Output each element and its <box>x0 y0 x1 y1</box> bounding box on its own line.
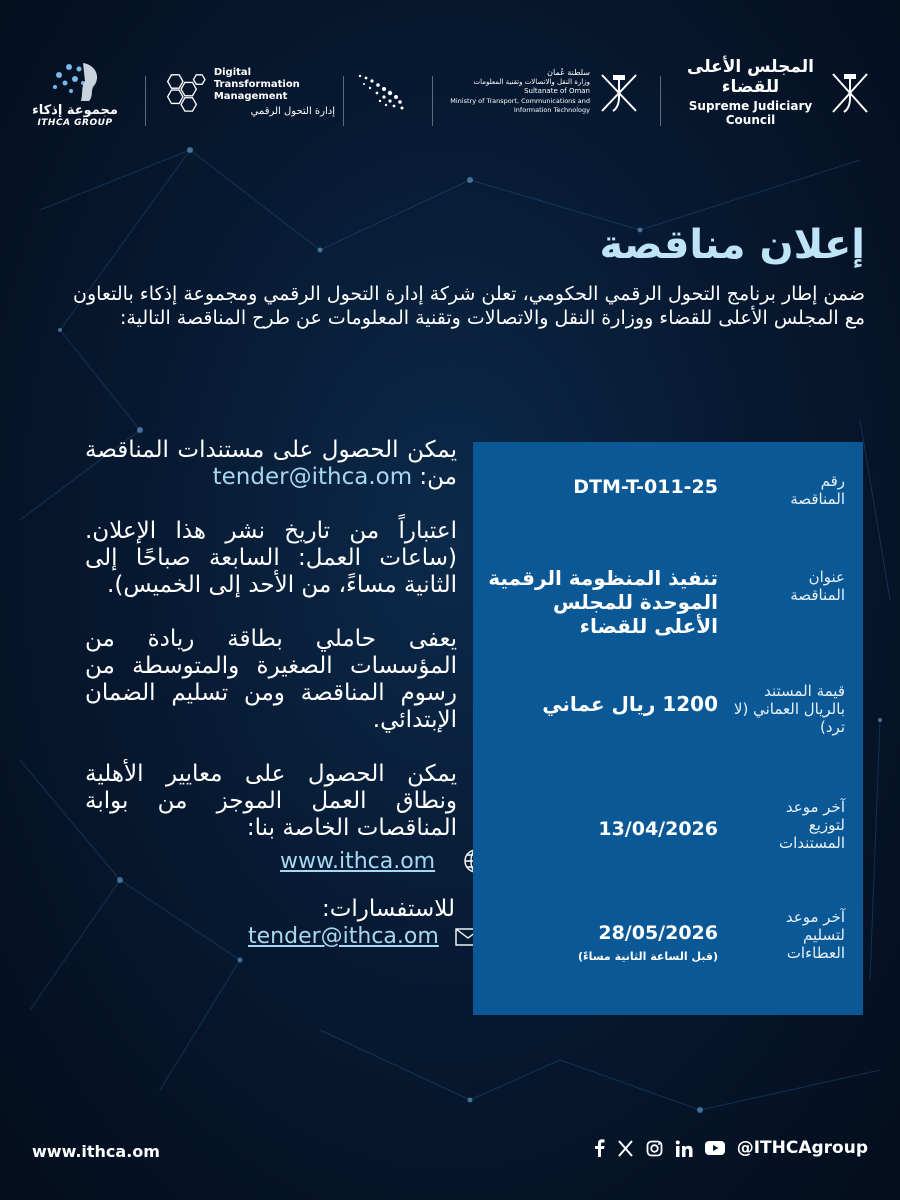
facebook-icon[interactable] <box>593 1139 605 1157</box>
logo-divider <box>145 76 146 126</box>
ithca-english-name: ITHCA GROUP <box>37 117 113 128</box>
moth-english-line2: Ministry of Transport, Communications and <box>450 96 590 105</box>
brain-network-icon <box>45 57 105 103</box>
sjc-arabic-name: المجلس الأعلى للقضاء <box>687 57 814 97</box>
logo-divider <box>432 76 433 126</box>
oman-vision-emblem <box>350 52 420 132</box>
ithca-group-logo <box>20 52 130 132</box>
sjc-english-name: Supreme Judiciary Council <box>688 99 813 127</box>
x-icon[interactable] <box>617 1140 634 1157</box>
linkedin-icon[interactable] <box>675 1140 693 1157</box>
instructions-column <box>85 437 457 869</box>
inquiries-email-link[interactable]: tender@ithca.om <box>248 924 439 949</box>
website-row <box>280 848 489 874</box>
tender-number-label: رقم المناقصة <box>790 472 845 508</box>
document-fee-label: قيمة المستند بالريال العماني (لا ترد) <box>733 682 845 736</box>
eligibility-paragraph: يمكن الحصول على معايير الأهلية ونطاق العمل الموجز من بوابة المناقصات الخاصة بنا: <box>85 761 457 841</box>
documents-paragraph <box>85 437 457 491</box>
working-hours-paragraph: اعتباراً من تاريخ نشر هذا الإعلان. (ساعات العمل: السابعة صباحًا إلى الثانية مساءً، من الأحد إلى الخميس). <box>85 518 457 598</box>
dtm-english-line2: Management <box>213 90 288 102</box>
submission-deadline-label: آخر موعد لتسليم العطاءات <box>785 908 845 962</box>
announcement-title: إعلان مناقصة <box>599 222 865 268</box>
inquiries-label: للاستفسارات: <box>321 896 455 922</box>
vision-swirl-icon <box>350 68 412 116</box>
hexagon-network-icon <box>160 68 208 116</box>
website-link[interactable]: www.ithca.om <box>280 848 436 874</box>
distribution-deadline-value: 13/04/2026 <box>598 818 718 840</box>
logo-divider <box>660 76 661 126</box>
moth-arabic-line1: سلطنة عُمان <box>547 68 590 78</box>
tender-title-value: تنفيذ المنظومة الرقمية الموحدة للمجلس الأعلى للقضاء <box>488 566 718 638</box>
header-logos <box>0 52 900 132</box>
logo-divider <box>343 76 344 126</box>
youtube-icon[interactable] <box>705 1141 725 1155</box>
dtm-arabic-name: إدارة التحول الرقمي <box>250 105 335 117</box>
document-fee-value: 1200 ريال عماني <box>542 692 718 716</box>
footer-website-link[interactable]: www.ithca.om <box>32 1142 160 1161</box>
instagram-icon[interactable] <box>646 1140 663 1157</box>
moth-arabic-line2: وزارة النقل والاتصالات وتقنية المعلومات <box>473 77 590 86</box>
social-handle[interactable]: @ITHCAgroup <box>736 1138 868 1158</box>
social-links <box>593 1138 868 1158</box>
distribution-deadline-label: آخر موعد لتوزيع المستندات <box>778 798 845 852</box>
oman-khanjar-emblem-icon <box>596 67 642 117</box>
moth-english-line3: Information Technology <box>513 106 590 115</box>
dtm-logo <box>160 52 335 132</box>
submission-deadline-note: (قبل الساعة الثانية مساءً) <box>577 950 718 963</box>
supreme-judiciary-council-logo <box>678 52 878 132</box>
moth-english-line1: Sultanate of Oman <box>524 87 590 96</box>
documents-email-link[interactable]: tender@ithca.om <box>212 464 413 490</box>
inquiries-email-row <box>248 924 481 949</box>
announcement-intro: ضمن إطار برنامج التحول الرقمي الحكومي، تعلن شركة إدارة التحول الرقمي ومجموعة إذكاء بالتعاون مع المجلس الأعلى للقضاء ووزارة النقل والاتصالات وتقنية المعلومات عن طرح المناقصة التالية: <box>73 283 865 329</box>
documents-text: يمكن الحصول على مستندات المناقصة من: <box>85 437 457 490</box>
ithca-arabic-name: مجموعة إذكاء <box>32 102 118 118</box>
tender-number-value: DTM-T-011-25 <box>573 476 718 498</box>
sme-exemption-paragraph: يعفى حاملي بطاقة ريادة من المؤسسات الصغيرة والمتوسطة من رسوم المناقصة ومن تسليم الضمان الإبتدائي. <box>85 626 457 733</box>
ministry-transport-logo <box>440 52 645 132</box>
oman-khanjar-emblem-icon <box>827 66 873 118</box>
submission-deadline-value: 28/05/2026 <box>598 922 718 944</box>
dtm-english-line1: Digital Transformation <box>213 66 300 90</box>
tender-details-table <box>473 442 863 1015</box>
tender-title-label: عنوان المناقصة <box>790 568 845 604</box>
